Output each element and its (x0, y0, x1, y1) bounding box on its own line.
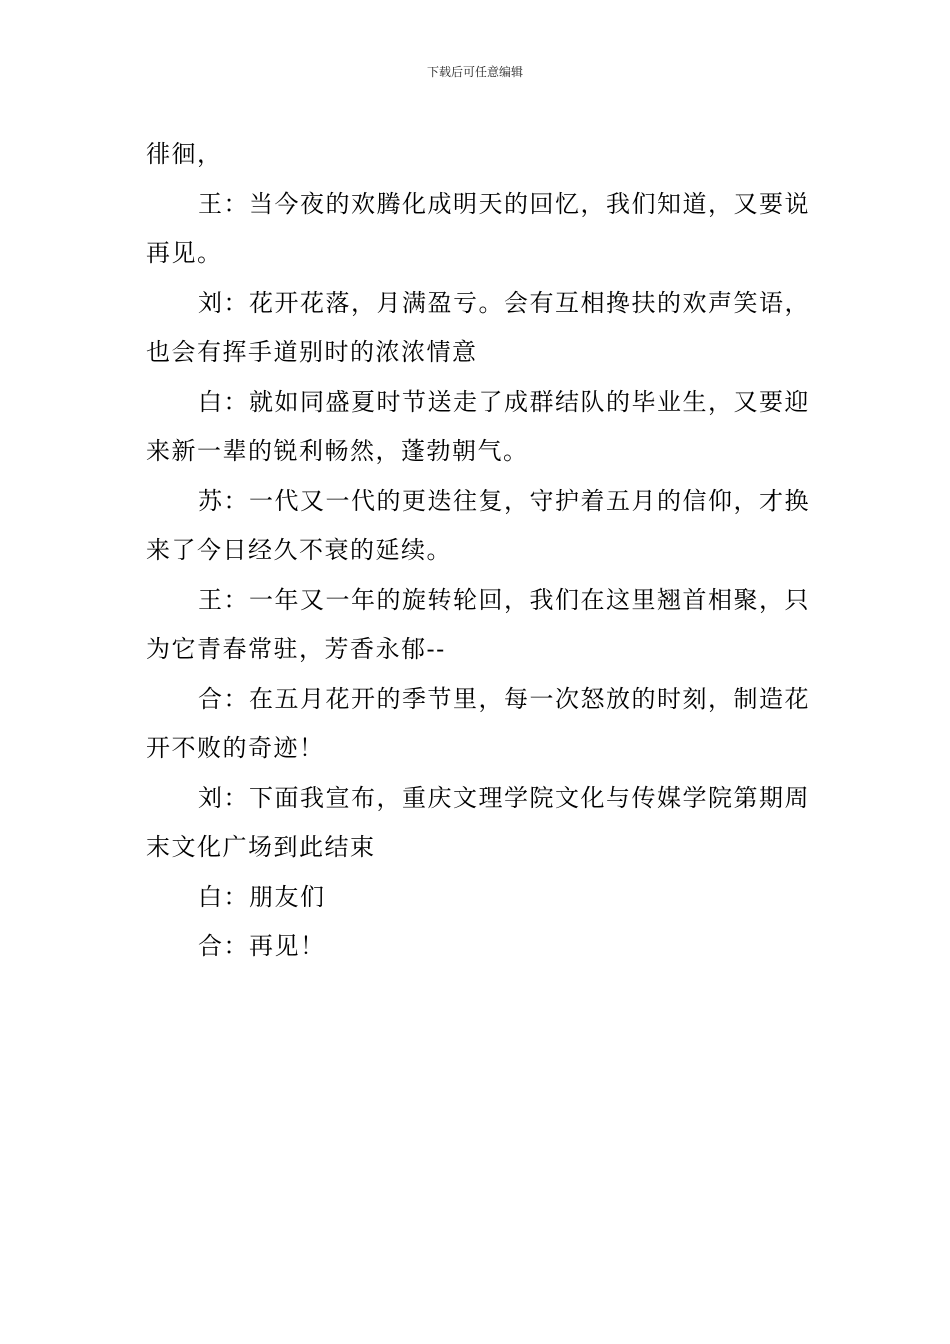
paragraph-wang-1: 王：当今夜的欢腾化成明天的回忆，我们知道，又要说再见。 (146, 189, 810, 267)
paragraph-bai-2: 白：朋友们 (198, 882, 326, 911)
body-text (146, 130, 810, 972)
paragraph-liu-2: 刘：下面我宣布，重庆文理学院文化与传媒学院第期周末文化广场到此结束 (146, 783, 810, 861)
paragraph-liu-1: 刘：花开花落，月满盈亏。会有互相搀扶的欢声笑语，也会有挥手道别时的浓浓情意 (146, 288, 810, 366)
paragraph-bai-1: 白：就如同盛夏时节送走了成群结队的毕业生，又要迎来新一辈的锐利畅然，蓬勃朝气。 (146, 387, 810, 465)
paragraph-continuation: 徘徊， (146, 140, 223, 168)
paragraph-he-1: 合：在五月花开的季节里，每一次怒放的时刻，制造花开不败的奇迹！ (146, 684, 810, 762)
page-header: 下载后可任意编辑 (426, 65, 523, 79)
paragraph-he-2: 合：再见！ (198, 932, 326, 960)
paragraph-su-1: 苏：一代又一代的更迭往复，守护着五月的信仰，才换来了今日经久不衰的延续。 (146, 486, 810, 564)
paragraph-wang-2: 王：一年又一年的旋转轮回，我们在这里翘首相聚，只为它青春常驻，芳香永郁-- (146, 585, 810, 663)
